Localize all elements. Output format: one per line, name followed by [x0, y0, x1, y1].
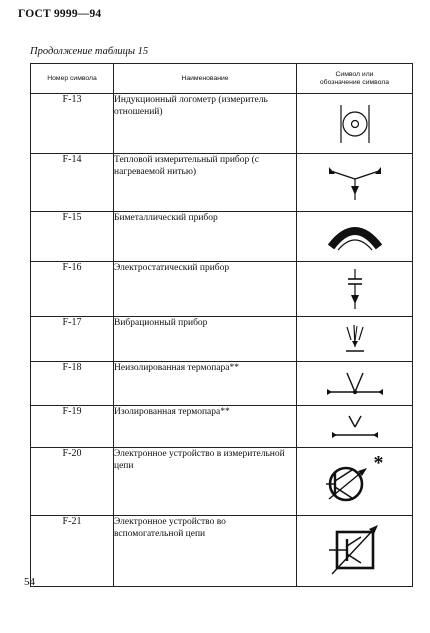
symbol-cell — [297, 448, 413, 516]
table-row — [31, 262, 413, 317]
symbol-name: Электронное устройство во вспомогательной цепи — [114, 516, 297, 587]
symbols-table — [30, 63, 413, 587]
table-header-row — [31, 64, 413, 94]
table-continuation-caption: Продолжение таблицы 15 — [30, 46, 149, 57]
symbol-cell — [297, 406, 413, 448]
induction-ratiometer-icon — [333, 104, 377, 144]
table-row — [31, 516, 413, 587]
insulated-thermocouple-icon — [328, 412, 382, 442]
symbol-cell — [297, 317, 413, 362]
electronic-device-auxiliary-icon — [325, 524, 385, 578]
table-row — [31, 212, 413, 262]
symbol-name: Электростатический прибор — [114, 262, 297, 317]
table-row — [31, 94, 413, 154]
symbol-number: F-14 — [31, 154, 114, 212]
symbol-number: F-18 — [31, 362, 114, 406]
symbol-name: Электронное устройство в измерительной цепи — [114, 448, 297, 516]
electrostatic-instrument-icon — [343, 267, 367, 311]
symbol-number: F-16 — [31, 262, 114, 317]
symbol-cell — [297, 212, 413, 262]
column-header-number: Номер символа — [31, 64, 114, 94]
symbol-number: F-15 — [31, 212, 114, 262]
bimetallic-instrument-icon — [328, 220, 382, 254]
thermal-instrument-icon — [325, 164, 385, 202]
vibration-instrument-icon — [342, 323, 368, 355]
symbol-name: Изолированная термопара** — [114, 406, 297, 448]
column-header-symbol: Символ или обозначение символа — [297, 64, 413, 94]
symbol-cell — [297, 362, 413, 406]
symbol-number: F-13 — [31, 94, 114, 154]
symbol-number: F-19 — [31, 406, 114, 448]
symbol-number: F-20 — [31, 448, 114, 516]
table-row — [31, 406, 413, 448]
symbol-number: F-21 — [31, 516, 114, 587]
page-number: 54 — [24, 576, 35, 588]
symbol-name: Биметаллический прибор — [114, 212, 297, 262]
symbol-name: Вибрационный прибор — [114, 317, 297, 362]
symbol-cell — [297, 262, 413, 317]
symbol-name: Тепловой измерительный прибор (с нагреваемой нитью) — [114, 154, 297, 212]
column-header-name: Наименование — [114, 64, 297, 94]
table-row — [31, 317, 413, 362]
table-row — [31, 154, 413, 212]
symbol-name: Неизолированная термопара** — [114, 362, 297, 406]
uninsulated-thermocouple-icon — [323, 369, 387, 399]
symbol-cell — [297, 516, 413, 587]
symbol-cell — [297, 154, 413, 212]
symbol-cell — [297, 94, 413, 154]
symbol-number: F-17 — [31, 317, 114, 362]
symbol-name: Индукционный логометр (измеритель отношений) — [114, 94, 297, 154]
table-row — [31, 362, 413, 406]
table-row — [31, 448, 413, 516]
asterisk-mark: * — [373, 451, 384, 474]
document-title: ГОСТ 9999—94 — [18, 8, 102, 20]
